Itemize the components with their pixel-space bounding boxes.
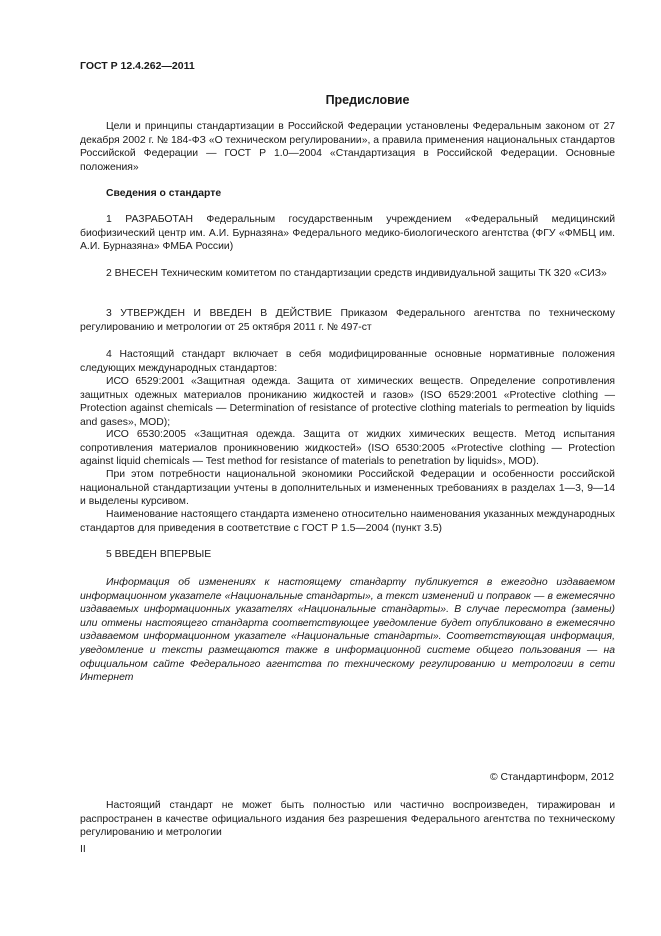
item-4-rename-note: Наименование настоящего стандарта изменено относительно наименования указанных международных стандартов для приведения в соответствие с ГОСТ Р 1.5—2004 (пункт 3.5) [80, 509, 615, 534]
foreword-intro: Цели и принципы стандартизации в Российской Федерации установлены Федеральным законом от 27 декабря 2002 г. № 184-ФЗ «О техническом регулировании», а правила применения национальных стандартов Российской Федерации — ГОСТ Р 1.0—2004 «Стандартизация в Российской Федерации. Основные положения» [80, 121, 615, 173]
standard-code: ГОСТ Р 12.4.262—2011 [80, 60, 195, 72]
item-4-iso-6530: ИСО 6530:2005 «Защитная одежда. Защита от жидких химических веществ. Метод испытания сопротивления материалов проникновению жидкостей» (ISO 6530:2005 «Protective clothing — Protection against liquid chemicals — Test method for resistance of materials to penetration by liquids», MOD). [80, 429, 615, 468]
info-heading: Сведения о стандарте [106, 188, 222, 199]
item-4-iso-6529: ИСО 6529:2001 «Защитная одежда. Защита от химических веществ. Определение сопротивления защитных одежных материалов прониканию жидкостей и газов» (ISO 6529:2001 «Protective clothing — Protection against chemicals — Determination of resistance of protective clothing materials to permeation by liquids and gases», MOD); [80, 376, 615, 428]
item-3-approved: 3 УТВЕРЖДЕН И ВВЕДЕН В ДЕЙСТВИЕ Приказом Федерального агентства по техническому регулированию и метрологии от 25 октября 2011 г. № 497-ст [80, 308, 615, 333]
item-4-lead: 4 Настоящий стандарт включает в себя модифицированные основные нормативные положения следующих международных стандартов: [80, 349, 615, 374]
page-number: II [80, 844, 86, 855]
item-5-first-time: 5 ВВЕДЕН ВПЕРВЫЕ [106, 549, 212, 560]
item-4-national-needs: При этом потребности национальной экономики Российской Федерации и особенности российской национальной стандартизации учтены в дополнительных и измененных требованиях в разделах 1—3, 9—14 и выделены курсивом. [80, 469, 615, 508]
item-1-developed: 1 РАЗРАБОТАН Федеральным государственным учреждением «Федеральный медицинский биофизический центр им. А.И. Бурназяна» Федерального медико-биологического агентства (ФГУ «ФМБЦ им. А.И. Бурназяна» ФМБА России) [80, 214, 615, 253]
foreword-title: Предисловие [325, 93, 410, 107]
reproduction-notice: Настоящий стандарт не может быть полностью или частично воспроизведен, тиражирован и распространен в качестве официального издания без разрешения Федерального агентства по техническому регулированию и метрологии [80, 800, 615, 839]
info-note: Информация об изменениях к настоящему стандарту публикуется в ежегодно издаваемом информационном указателе «Национальные стандарты», а текст изменений и поправок — в ежемесячно издаваемых информационных указателях «Национальные стандарты». В случае пересмотра (замены) или отмены настоящего стандарта соответствующее уведомление будет опубликовано в ежемесячно издаваемом информационном указателе «Национальные стандарты». Соответствующая информация, уведомление и тексты размещаются также в информационной системе общего пользования — на официальном сайте Федерального агентства по техническому регулированию и метрологии в сети Интернет [80, 577, 615, 684]
item-2-introduced: 2 ВНЕСЕН Техническим комитетом по стандартизации средств индивидуальной защиты ТК 320 «СИЗ» [106, 268, 607, 279]
copyright: © Стандартинформ, 2012 [489, 772, 614, 783]
